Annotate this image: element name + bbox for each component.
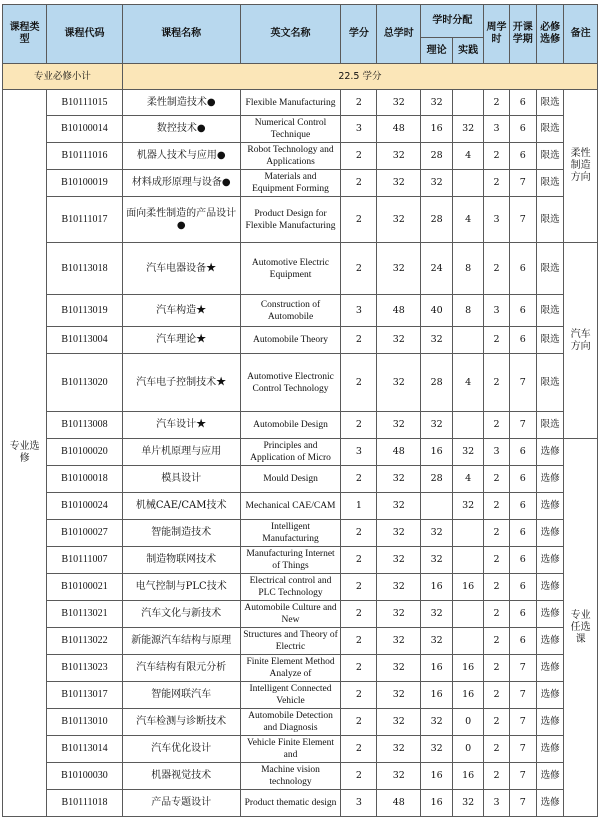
course-credits: 2 — [341, 520, 377, 547]
course-credits: 2 — [341, 655, 377, 682]
course-type: 选修 — [536, 709, 563, 736]
table-row — [3, 243, 598, 295]
course-type: 选修 — [536, 736, 563, 763]
table-row — [3, 327, 598, 354]
course-credits: 2 — [341, 574, 377, 601]
course-name-cn: 智能制造技术 — [122, 520, 240, 547]
subtotal-label: 专业必修小计 — [3, 64, 123, 90]
table-row — [3, 520, 598, 547]
course-type: 限选 — [536, 116, 563, 143]
course-name-en: Automobile Culture and New — [240, 601, 341, 628]
course-practice-hours: 32 — [452, 493, 484, 520]
course-name-cn: 汽车文化与新技术 — [122, 601, 240, 628]
course-total-hours: 32 — [377, 412, 421, 439]
course-name-en: Intelligent Manufacturing — [240, 520, 341, 547]
course-theory-hours: 32 — [421, 736, 453, 763]
course-type: 选修 — [536, 547, 563, 574]
course-weekly-hours: 2 — [484, 682, 509, 709]
course-theory-hours: 28 — [421, 466, 453, 493]
course-code: B10100027 — [47, 520, 123, 547]
course-name-en: Numerical Control Technique — [240, 116, 341, 143]
table-row — [3, 790, 598, 817]
course-weekly-hours: 3 — [484, 790, 509, 817]
course-total-hours: 32 — [377, 466, 421, 493]
course-name-en: Vehicle Finite Element and — [240, 736, 341, 763]
course-credits: 2 — [341, 709, 377, 736]
course-practice-hours — [452, 90, 484, 116]
course-name-cn: 汽车理论★ — [122, 327, 240, 354]
course-name-cn: 单片机原理与应用 — [122, 439, 240, 466]
course-semester: 6 — [509, 493, 536, 520]
course-weekly-hours: 2 — [484, 628, 509, 655]
course-name-cn: 产品专题设计 — [122, 790, 240, 817]
course-code: B10113020 — [47, 354, 123, 412]
course-semester: 7 — [509, 412, 536, 439]
course-name-en: Intelligent Connected Vehicle — [240, 682, 341, 709]
table-row — [3, 354, 598, 412]
course-semester: 6 — [509, 327, 536, 354]
course-type: 限选 — [536, 90, 563, 116]
table-row — [3, 547, 598, 574]
course-semester: 7 — [509, 170, 536, 197]
course-name-cn: 机器视觉技术 — [122, 763, 240, 790]
course-practice-hours — [452, 170, 484, 197]
course-type: 限选 — [536, 197, 563, 243]
course-weekly-hours: 2 — [484, 170, 509, 197]
course-total-hours: 32 — [377, 327, 421, 354]
course-semester: 6 — [509, 143, 536, 170]
course-code: B10100024 — [47, 493, 123, 520]
course-code: B10111007 — [47, 547, 123, 574]
table-row — [3, 628, 598, 655]
course-name-cn: 面向柔性制造的产品设计● — [122, 197, 240, 243]
course-type: 选修 — [536, 763, 563, 790]
remark-cell: 专业任选课 — [564, 439, 598, 817]
course-theory-hours: 16 — [421, 790, 453, 817]
table-row — [3, 682, 598, 709]
course-code: B10100021 — [47, 574, 123, 601]
course-code: B10113010 — [47, 709, 123, 736]
header-semester: 开课学期 — [509, 5, 536, 64]
course-semester: 7 — [509, 790, 536, 817]
course-practice-hours: 32 — [452, 790, 484, 817]
course-name-cn: 模具设计 — [122, 466, 240, 493]
course-weekly-hours: 2 — [484, 520, 509, 547]
course-credits: 2 — [341, 143, 377, 170]
course-credits: 3 — [341, 295, 377, 327]
course-theory-hours: 40 — [421, 295, 453, 327]
course-credits: 2 — [341, 354, 377, 412]
course-practice-hours — [452, 327, 484, 354]
course-type: 限选 — [536, 412, 563, 439]
header-theory: 理论 — [421, 38, 453, 64]
course-name-en: Robot Technology and Applications — [240, 143, 341, 170]
course-name-cn: 机械CAE/CAM技术 — [122, 493, 240, 520]
course-type: 选修 — [536, 520, 563, 547]
course-weekly-hours: 2 — [484, 601, 509, 628]
course-practice-hours: 0 — [452, 709, 484, 736]
course-semester: 6 — [509, 243, 536, 295]
course-code: B10111018 — [47, 790, 123, 817]
course-credits: 2 — [341, 763, 377, 790]
course-weekly-hours: 2 — [484, 466, 509, 493]
curriculum-table — [2, 4, 598, 817]
course-credits: 3 — [341, 439, 377, 466]
course-semester: 7 — [509, 354, 536, 412]
course-semester: 6 — [509, 466, 536, 493]
course-practice-hours: 16 — [452, 574, 484, 601]
course-semester: 7 — [509, 682, 536, 709]
course-semester: 7 — [509, 763, 536, 790]
course-weekly-hours: 2 — [484, 412, 509, 439]
subtotal-row — [3, 64, 598, 90]
header-total-hours: 总学时 — [377, 5, 421, 64]
course-name-cn: 汽车电子控制技术★ — [122, 354, 240, 412]
course-name-en: Mechanical CAE/CAM — [240, 493, 341, 520]
course-credits: 2 — [341, 547, 377, 574]
course-theory-hours: 28 — [421, 197, 453, 243]
course-semester: 7 — [509, 736, 536, 763]
course-total-hours: 32 — [377, 354, 421, 412]
course-theory-hours: 32 — [421, 547, 453, 574]
course-total-hours: 32 — [377, 655, 421, 682]
course-code: B10100014 — [47, 116, 123, 143]
course-type: 选修 — [536, 466, 563, 493]
course-type: 选修 — [536, 628, 563, 655]
course-weekly-hours: 2 — [484, 327, 509, 354]
course-total-hours: 32 — [377, 493, 421, 520]
course-type: 选修 — [536, 574, 563, 601]
course-code: B10111016 — [47, 143, 123, 170]
course-weekly-hours: 2 — [484, 547, 509, 574]
table-row — [3, 412, 598, 439]
table-row — [3, 170, 598, 197]
remark-cell: 汽车方向 — [564, 243, 598, 439]
header-name-cn: 课程名称 — [122, 5, 240, 64]
subtotal-value: 22.5 学分 — [122, 64, 597, 90]
course-code: B10113004 — [47, 327, 123, 354]
table-row — [3, 295, 598, 327]
course-theory-hours: 28 — [421, 143, 453, 170]
course-type: 限选 — [536, 295, 563, 327]
course-code: B10113008 — [47, 412, 123, 439]
table-row — [3, 601, 598, 628]
course-total-hours: 32 — [377, 243, 421, 295]
course-code: B10113022 — [47, 628, 123, 655]
course-theory-hours: 16 — [421, 116, 453, 143]
course-type: 选修 — [536, 790, 563, 817]
course-theory-hours: 24 — [421, 243, 453, 295]
course-theory-hours: 32 — [421, 520, 453, 547]
table-row — [3, 574, 598, 601]
course-total-hours: 32 — [377, 682, 421, 709]
header-remarks: 备注 — [564, 5, 598, 64]
course-practice-hours — [452, 601, 484, 628]
course-code: B10113023 — [47, 655, 123, 682]
course-rows — [3, 64, 598, 817]
course-type: 限选 — [536, 243, 563, 295]
course-practice-hours: 16 — [452, 682, 484, 709]
course-theory-hours — [421, 493, 453, 520]
course-name-cn: 汽车检测与诊断技术 — [122, 709, 240, 736]
course-total-hours: 32 — [377, 601, 421, 628]
course-name-cn: 汽车优化设计 — [122, 736, 240, 763]
table-row — [3, 439, 598, 466]
course-code: B10100019 — [47, 170, 123, 197]
header-name-en: 英文名称 — [240, 5, 341, 64]
course-practice-hours: 8 — [452, 295, 484, 327]
course-name-en: Finite Element Method Analyze of — [240, 655, 341, 682]
course-type: 限选 — [536, 170, 563, 197]
category-cell: 专业选修 — [3, 90, 47, 817]
header-required-elective: 必修选修 — [536, 5, 563, 64]
course-type: 选修 — [536, 655, 563, 682]
course-credits: 2 — [341, 412, 377, 439]
course-code: B10113017 — [47, 682, 123, 709]
course-name-en: Materials and Equipment Forming — [240, 170, 341, 197]
course-credits: 2 — [341, 327, 377, 354]
course-code: B10100020 — [47, 439, 123, 466]
course-total-hours: 48 — [377, 439, 421, 466]
course-name-cn: 机器人技术与应用● — [122, 143, 240, 170]
course-weekly-hours: 2 — [484, 574, 509, 601]
course-practice-hours: 32 — [452, 439, 484, 466]
table-row — [3, 116, 598, 143]
course-name-cn: 柔性制造技术● — [122, 90, 240, 116]
table-row — [3, 466, 598, 493]
course-name-en: Automobile Design — [240, 412, 341, 439]
course-weekly-hours: 3 — [484, 197, 509, 243]
course-credits: 2 — [341, 170, 377, 197]
course-semester: 6 — [509, 520, 536, 547]
course-practice-hours: 16 — [452, 763, 484, 790]
table-row — [3, 709, 598, 736]
course-practice-hours: 32 — [452, 116, 484, 143]
course-semester: 6 — [509, 601, 536, 628]
course-name-en: Automotive Electronic Control Technology — [240, 354, 341, 412]
course-semester: 6 — [509, 574, 536, 601]
course-name-cn: 电气控制与PLC技术 — [122, 574, 240, 601]
header-hours-distribution: 学时分配 — [421, 5, 484, 38]
course-theory-hours: 32 — [421, 90, 453, 116]
table-row — [3, 493, 598, 520]
course-type: 选修 — [536, 682, 563, 709]
course-theory-hours: 16 — [421, 763, 453, 790]
course-name-en: Automobile Theory — [240, 327, 341, 354]
course-theory-hours: 32 — [421, 628, 453, 655]
course-name-cn: 数控技术● — [122, 116, 240, 143]
course-name-en: Automotive Electric Equipment — [240, 243, 341, 295]
course-credits: 2 — [341, 243, 377, 295]
header-code: 课程代码 — [47, 5, 123, 64]
course-type: 限选 — [536, 143, 563, 170]
course-name-cn: 智能网联汽车 — [122, 682, 240, 709]
course-credits: 2 — [341, 466, 377, 493]
course-credits: 2 — [341, 601, 377, 628]
course-total-hours: 32 — [377, 520, 421, 547]
course-name-cn: 材料成形原理与设备● — [122, 170, 240, 197]
course-semester: 6 — [509, 295, 536, 327]
course-name-en: Flexible Manufacturing — [240, 90, 341, 116]
course-type: 选修 — [536, 493, 563, 520]
course-credits: 2 — [341, 90, 377, 116]
course-semester: 6 — [509, 439, 536, 466]
course-practice-hours: 8 — [452, 243, 484, 295]
course-total-hours: 32 — [377, 628, 421, 655]
course-weekly-hours: 2 — [484, 709, 509, 736]
table-row — [3, 90, 598, 116]
course-credits: 2 — [341, 197, 377, 243]
course-practice-hours — [452, 412, 484, 439]
course-weekly-hours: 2 — [484, 90, 509, 116]
course-practice-hours: 4 — [452, 466, 484, 493]
course-code: B10111017 — [47, 197, 123, 243]
course-name-en: Product Design for Flexible Manufacturing — [240, 197, 341, 243]
header-credits: 学分 — [341, 5, 377, 64]
course-weekly-hours: 2 — [484, 143, 509, 170]
course-theory-hours: 28 — [421, 354, 453, 412]
course-total-hours: 48 — [377, 116, 421, 143]
table-row — [3, 763, 598, 790]
course-weekly-hours: 2 — [484, 243, 509, 295]
course-weekly-hours: 3 — [484, 439, 509, 466]
course-practice-hours: 16 — [452, 655, 484, 682]
course-name-en: Principles and Application of Micro — [240, 439, 341, 466]
course-theory-hours: 32 — [421, 412, 453, 439]
course-total-hours: 32 — [377, 170, 421, 197]
course-name-cn: 汽车结构有限元分析 — [122, 655, 240, 682]
course-theory-hours: 32 — [421, 709, 453, 736]
course-total-hours: 48 — [377, 790, 421, 817]
course-theory-hours: 16 — [421, 439, 453, 466]
course-code: B10100030 — [47, 763, 123, 790]
course-name-en: Structures and Theory of Electric — [240, 628, 341, 655]
course-total-hours: 48 — [377, 295, 421, 327]
course-weekly-hours: 2 — [484, 736, 509, 763]
course-total-hours: 32 — [377, 736, 421, 763]
course-credits: 2 — [341, 628, 377, 655]
course-name-en: Mould Design — [240, 466, 341, 493]
course-semester: 7 — [509, 197, 536, 243]
course-credits: 3 — [341, 116, 377, 143]
course-semester: 6 — [509, 116, 536, 143]
course-name-cn: 制造物联网技术 — [122, 547, 240, 574]
course-practice-hours: 4 — [452, 197, 484, 243]
course-total-hours: 32 — [377, 547, 421, 574]
course-type: 限选 — [536, 354, 563, 412]
course-credits: 2 — [341, 682, 377, 709]
course-credits: 2 — [341, 736, 377, 763]
course-name-en: Construction of Automobile — [240, 295, 341, 327]
course-name-en: Manufacturing Internet of Things — [240, 547, 341, 574]
course-type: 选修 — [536, 439, 563, 466]
course-semester: 6 — [509, 628, 536, 655]
course-total-hours: 32 — [377, 90, 421, 116]
table-row — [3, 143, 598, 170]
course-total-hours: 32 — [377, 574, 421, 601]
course-name-en: Machine vision technology — [240, 763, 341, 790]
table-row — [3, 197, 598, 243]
course-type: 选修 — [536, 601, 563, 628]
course-name-en: Product thematic design — [240, 790, 341, 817]
course-code: B10113014 — [47, 736, 123, 763]
table-row — [3, 655, 598, 682]
course-semester: 6 — [509, 547, 536, 574]
course-total-hours: 32 — [377, 709, 421, 736]
course-name-en: Automobile Detection and Diagnosis — [240, 709, 341, 736]
course-total-hours: 32 — [377, 763, 421, 790]
course-theory-hours: 32 — [421, 327, 453, 354]
course-semester: 6 — [509, 90, 536, 116]
course-theory-hours: 32 — [421, 170, 453, 197]
course-type: 限选 — [536, 327, 563, 354]
course-code: B10113018 — [47, 243, 123, 295]
course-credits: 1 — [341, 493, 377, 520]
course-name-en: Electrical control and PLC Technology — [240, 574, 341, 601]
course-total-hours: 32 — [377, 197, 421, 243]
course-theory-hours: 32 — [421, 601, 453, 628]
course-semester: 7 — [509, 709, 536, 736]
header-category: 课程类型 — [3, 5, 47, 64]
course-code: B10113019 — [47, 295, 123, 327]
course-theory-hours: 16 — [421, 655, 453, 682]
course-weekly-hours: 3 — [484, 116, 509, 143]
course-practice-hours: 0 — [452, 736, 484, 763]
course-practice-hours — [452, 520, 484, 547]
remark-cell: 柔性制造方向 — [564, 90, 598, 243]
course-name-cn: 新能源汽车结构与原理 — [122, 628, 240, 655]
course-weekly-hours: 2 — [484, 655, 509, 682]
course-weekly-hours: 3 — [484, 295, 509, 327]
course-name-cn: 汽车构造★ — [122, 295, 240, 327]
course-practice-hours: 4 — [452, 143, 484, 170]
course-credits: 3 — [341, 790, 377, 817]
course-code: B10100018 — [47, 466, 123, 493]
header-weekly-hours: 周学时 — [484, 5, 509, 64]
course-semester: 7 — [509, 655, 536, 682]
course-theory-hours: 16 — [421, 682, 453, 709]
course-practice-hours — [452, 547, 484, 574]
course-code: B10111015 — [47, 90, 123, 116]
course-total-hours: 32 — [377, 143, 421, 170]
course-code: B10113021 — [47, 601, 123, 628]
course-weekly-hours: 2 — [484, 493, 509, 520]
table-row — [3, 736, 598, 763]
course-practice-hours — [452, 628, 484, 655]
course-weekly-hours: 2 — [484, 354, 509, 412]
header-practice: 实践 — [452, 38, 484, 64]
course-weekly-hours: 2 — [484, 763, 509, 790]
course-name-cn: 汽车电器设备★ — [122, 243, 240, 295]
course-practice-hours: 4 — [452, 354, 484, 412]
course-theory-hours: 16 — [421, 574, 453, 601]
course-name-cn: 汽车设计★ — [122, 412, 240, 439]
